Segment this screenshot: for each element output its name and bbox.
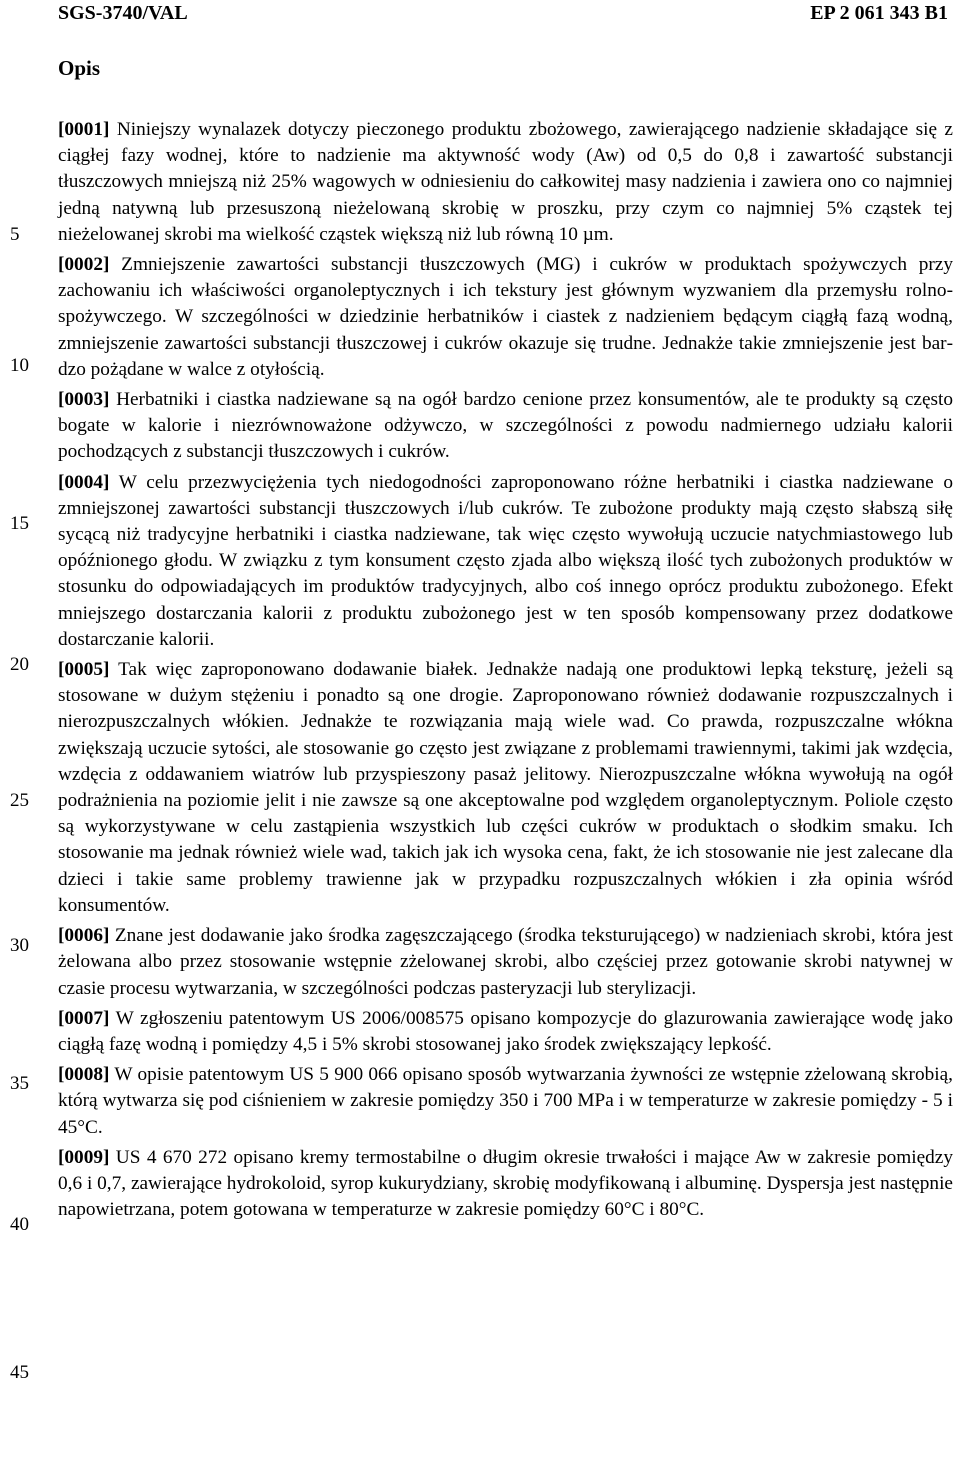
line-number: 20 — [10, 654, 29, 675]
line-number: 45 — [10, 1362, 29, 1383]
paragraph-text: Niniejszy wynalazek dotyczy pieczonego produktu zbożowego, zawierającego nadzienie składające się z ciągłej fazy wodnej, które to nadzienie ma aktywność wody (Aw) od 0,5 do 0,8 i zawartość substancji tłuszczowych mniejszą niż 25% wagowych w odniesieniu do całkowitej masy nadzienia i zawiera ono co najmniej jedną natywną lub przesuszoną nieżelowaną skrobię w proszku, przy czym co najmniej 5% cząstek tej nieżelowanej skrobi ma wielkość cząstek większą niż lub równą 10 µm. — [58, 119, 953, 245]
paragraph-number: [0005] — [58, 659, 110, 681]
paragraph — [58, 387, 953, 466]
line-number: 35 — [10, 1073, 29, 1094]
paragraph — [58, 657, 953, 919]
paragraph — [58, 117, 953, 248]
page-header — [0, 0, 960, 30]
paragraph-text: W celu przezwyciężenia tych niedogodności zaproponowano różne herbatniki i ciastka nadziewane o zmniejszonej zawartości substancji tłuszczowych i/lub cukrów. Te zubożone produkty mają często słabszą siłę sycącą niż tradycyjne herbatniki i ciastka nadziewane, tak więc często wywołują uczucie natychmiastowego lub opóźnionego głodu. W związku z tym konsument często zjada albo większą ilość tych zubożonych produktów w stosunku do odpowiadających im produktów tradycyjnych, albo coś innego oprócz produktu zubożonego. Efekt mniejszego dostarczania kalorii z produktu zubożonego jest w ten sposób kompensowany przez dodatkowe dostarczanie kalorii. — [58, 471, 953, 650]
description-body — [58, 117, 953, 1227]
paragraph-number: [0008] — [58, 1064, 110, 1086]
line-number: 15 — [10, 513, 29, 534]
paragraph-number: [0004] — [58, 471, 110, 493]
paragraph-text: Herbatniki i ciastka nadziewane są na ogół bardzo cenione przez konsumentów, ale te produkty są często bogate w kalorie i niezrównoważone odżywczo, w szczególności z powodu nadmiernego udziału kalorii pochodzących z substancji tłuszczowych i cukrów. — [58, 389, 953, 463]
paragraph — [58, 470, 953, 653]
line-number: 40 — [10, 1214, 29, 1235]
paragraph-number: [0006] — [58, 925, 110, 947]
paragraph-number: [0001] — [58, 119, 110, 140]
line-number: 5 — [10, 224, 20, 245]
paragraph-text: Zmniejszenie zawartości substancji tłuszczowych (MG) i cukrów w produktach spożywczych przy zachowaniu ich właściwości organoleptycznych i ich tekstury jest głównym wyzwaniem dla przemysłu rolno-spożywczego. W szczególności w dziedzinie herbatników i ciastek z nadzieniem będącym ciągłą fazą wodną, zmniejszenie zawartości substancji tłuszczowej i cukrów okazuje się trudne. Jednakże takie zmniejszenie jest bardzo pożądane w walce z otyłością. — [58, 254, 953, 380]
paragraph-number: [0007] — [58, 1007, 110, 1029]
paragraph — [58, 1006, 953, 1058]
paragraph — [58, 923, 953, 1002]
line-number-gutter — [0, 0, 40, 1462]
paragraph — [58, 1062, 953, 1141]
paragraph — [58, 252, 953, 383]
paragraph-number: [0009] — [58, 1146, 110, 1168]
paragraph-text: Tak więc zaproponowano dodawanie białek. Jednakże nadają one produktowi lepką teksturę, jeżeli są stosowane w dużym stężeniu i ponadto są one drogie. Zaproponowano również dodawanie rozpuszczalnych i nierozpuszczalnych włókien. Jednakże te rozwiązania mają wiele wad. Co prawda, rozpuszczalne włókna zwiększają uczucie sytości, ale stosowanie go często jest związane z problemami trawiennymi, takimi jak wzdęcia, wzdęcia z oddawaniem wiatrów lub przyspieszony pasaż jelitowy. Nierozpuszczalne włókna wywołują na ogół podrażnienia na poziomie jelit i nie zawsze są one akceptowalne pod względem organoleptycznym. Poliole często są wykorzystywane w celu zastąpienia wszystkich lub części cukrów w produktach o słodkim smaku. Ich stosowanie ma jednak również wiele wad, takich jak ich wysoka cena, fakt, że ich stosowanie nie jest zalecane dla dzieci i takie same problemy trawienne jak w przypadku rozpuszczalnych włókien i zła opinia wśród konsumentów. — [58, 659, 953, 916]
paragraph-text: W opisie patentowym US 5 900 066 opisano sposób wytwarzania żywności ze wstępnie zżelowaną skrobią, którą wytwarza się pod ciśnieniem w zakresie pomiędzy 350 i 700 MPa i w temperaturze w zakresie pomiędzy - 5 i 45°C. — [58, 1064, 953, 1138]
line-number: 25 — [10, 790, 29, 811]
patent-number: EP 2 061 343 B1 — [810, 2, 948, 24]
section-title: Opis — [58, 56, 101, 80]
paragraph-number: [0002] — [58, 254, 110, 276]
paragraph-text: US 4 670 272 opisano kremy termostabilne o długim okresie trwałości i mające Aw w zakresie pomiędzy 0,6 i 0,7, zawierające hydrokoloid, syrop kukurydziany, skrobię modyfikowaną i albuminę. Dyspersja jest następnie napowietrzana, potem gotowana w temperaturze w zakresie pomiędzy 60°C i 80°C. — [58, 1146, 953, 1221]
paragraph-number: [0003] — [58, 389, 110, 411]
paragraph-text: Znane jest dodawanie jako środka zagęszczającego (środka teksturującego) w nadzieniach skrobi, która jest żelowana albo przez stosowanie wstępnie zżelowanej skrobi, albo częściej przez gotowanie skrobi natywnej w czasie procesu wytwarzania, w szczególności podczas pasteryzacji lub sterylizacji. — [58, 925, 953, 999]
line-number: 10 — [10, 355, 29, 376]
paragraph — [58, 1145, 953, 1224]
paragraph-text: W zgłoszeniu patentowym US 2006/008575 opisano kompozycje do glazurowania zawierające wodę jako ciągłą fazę wodną i pomiędzy 4,5 i 5% skrobi stosowanej jako środek zwiększający lepkość. — [58, 1007, 953, 1055]
line-number: 30 — [10, 935, 29, 956]
document-reference: SGS-3740/VAL — [58, 2, 188, 24]
